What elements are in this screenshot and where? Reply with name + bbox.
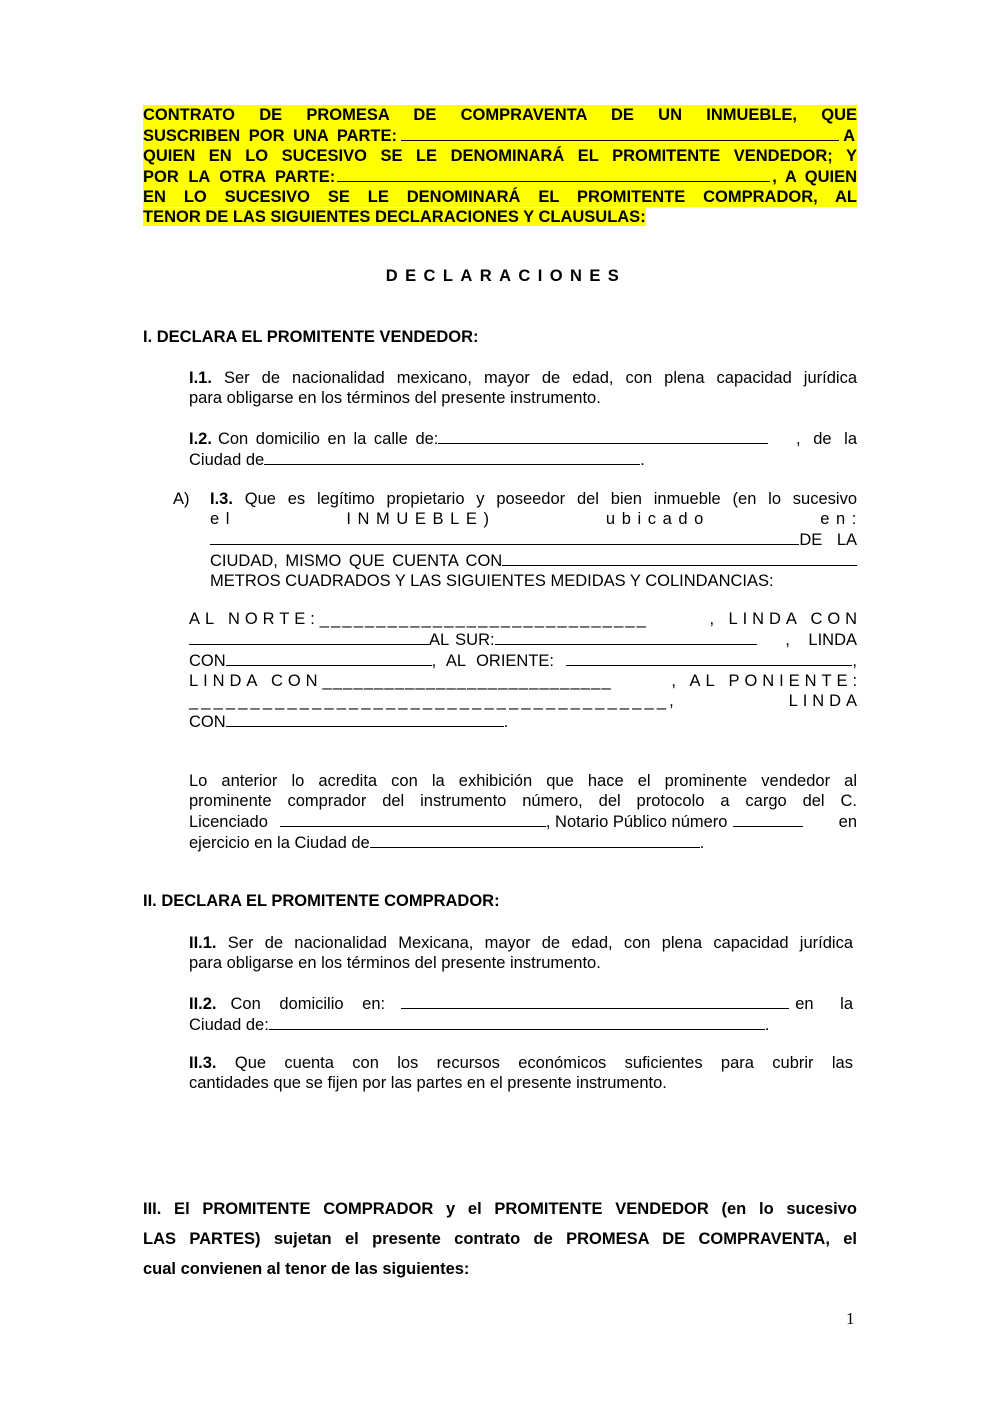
blank-buyer-name — [337, 166, 770, 182]
blank-street — [438, 428, 768, 444]
clause-ii1: II.1. Ser de nacionalidad Mexicana, mayor de edad, con plena capacidad jurídica para obligarse en los términos del presente instrumento. — [189, 934, 853, 972]
title-line-4: POR LA OTRA PARTE: , A QUIEN — [143, 168, 857, 186]
title-line-1: CONTRATO DE PROMESA DE COMPRAVENTA DE UN INMUEBLE, QUE — [143, 106, 857, 124]
blank-licenciado — [280, 811, 546, 827]
blank-south — [495, 629, 757, 645]
blank-square-meters — [502, 550, 857, 566]
section-3-paragraph: III. El PROMITENTE COMPRADOR y el PROMITENTE VENDEDOR (en lo sucesivo LAS PARTES) sujetan el presente contrato de PROMESA DE COMPRAVENTA, el cual convienen al tenor de las siguientes: — [143, 1200, 857, 1278]
clause-i3-marker: A) — [173, 490, 190, 508]
clause-i3-line-2: el INMUEBLE) ubicado en: — [210, 510, 863, 528]
blank-notary-number — [733, 811, 803, 827]
clause-i2: I.2. Con domicilio en la calle de: , de la Ciudad de . — [189, 430, 857, 469]
contract-title — [143, 105, 857, 227]
acredita-paragraph: Lo anterior lo acredita con la exhibición que hace el prominente vendedor al prominente comprador del instrumento número, del protocolo a cargo del C. Licenciado , Notario Público número en ejercicio en la Ciudad de . — [189, 772, 857, 852]
blank-location — [210, 529, 799, 545]
title-line-6: TENOR DE LAS SIGUIENTES DECLARACIONES Y CLAUSULAS: — [143, 208, 646, 226]
clause-ii2: II.2. Con domicilio en: en la Ciudad de: . — [189, 995, 853, 1034]
blank-buyer-city — [269, 1014, 765, 1030]
clause-i1: I.1. Ser de nacionalidad mexicano, mayor de edad, con plena capacidad jurídica para obligarse en los términos del presente instrumento. — [189, 369, 857, 407]
section-1-heading: I. DECLARA EL PROMITENTE VENDEDOR: — [143, 328, 479, 346]
blank-south-linda — [226, 650, 432, 666]
clause-i3: I.3. Que es legítimo propietario y poseedor del bien inmueble (en lo sucesivo el INMUEBLE) ubicado en: DE LA CIUDAD, MISMO QUE CUENTA CON METROS CUADRADOS Y LAS SIGUIENTES MEDIDAS Y COLINDANCIAS: — [210, 490, 863, 590]
blank-vendor-name — [401, 125, 839, 141]
blank-buyer-address — [401, 993, 789, 1009]
page-number: 1 — [846, 1309, 855, 1328]
blank-east — [566, 650, 852, 666]
section-2-heading: II. DECLARA EL PROMITENTE COMPRADOR: — [143, 892, 500, 910]
title-line-3: QUIEN EN LO SUCESIVO SE LE DENOMINARÁ EL PROMITENTE VENDEDOR; Y — [143, 147, 857, 165]
boundaries: AL NORTE: _____________________________ , LINDA CON AL SUR: , LINDA CON , AL ORIENTE: , LINDA CON ____________________________ , AL PONIENTE: _______________________________________ , LINDA CON . — [189, 610, 862, 731]
title-line-5: EN LO SUCESIVO SE LE DENOMINARÁ EL PROMITENTE COMPRADOR, AL — [143, 188, 857, 206]
clause-ii3: II.3. Que cuenta con los recursos económicos suficientes para cubrir las cantidades que se fijen por las partes en el presente instrumento. — [189, 1054, 853, 1092]
blank-city — [264, 449, 640, 465]
blank-north — [189, 629, 429, 645]
blank-west — [226, 711, 504, 727]
declaraciones-heading: DECLARACIONES — [385, 267, 627, 285]
title-line-2: SUSCRIBEN POR UNA PARTE: A — [143, 127, 855, 145]
blank-notary-city — [370, 832, 700, 848]
